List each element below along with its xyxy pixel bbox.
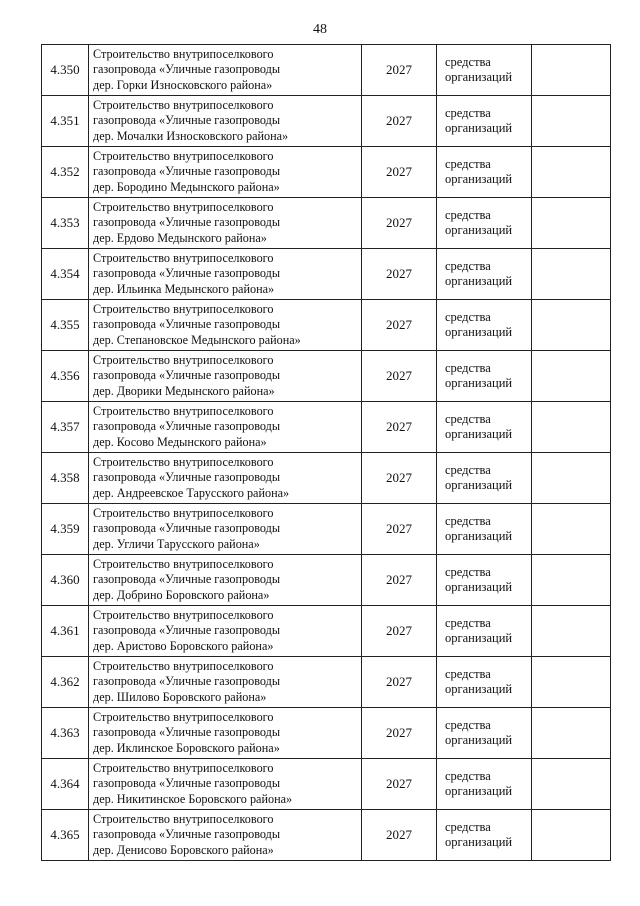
description-line: Строительство внутрипоселкового: [93, 97, 274, 112]
description-line: газопровода «Уличные газопроводы: [93, 623, 281, 638]
item-year: 2027: [362, 657, 437, 708]
funding-source-line: средства: [445, 411, 491, 426]
item-year: 2027: [362, 198, 437, 249]
item-number: 4.355: [42, 300, 89, 351]
item-number: 4.361: [42, 606, 89, 657]
funding-source: [437, 45, 532, 96]
funding-source-line: организаций: [445, 70, 513, 84]
item-year: 2027: [362, 402, 437, 453]
empty-cell: [532, 249, 611, 300]
description-line: Строительство внутрипоселкового: [93, 301, 274, 316]
registry-table: [41, 44, 611, 861]
item-number: 4.362: [42, 657, 89, 708]
description-line: дер. Горки Износковского района»: [93, 77, 273, 92]
funding-source-line: средства: [445, 564, 491, 579]
funding-source-line: средства: [445, 309, 491, 324]
description-line: газопровода «Уличные газопроводы: [93, 113, 281, 128]
funding-source: [437, 402, 532, 453]
description-line: газопровода «Уличные газопроводы: [93, 164, 281, 179]
description-line: дер. Мочалки Износковского района»: [93, 128, 289, 143]
funding-source: [437, 810, 532, 861]
description-line: Строительство внутрипоселкового: [93, 760, 274, 775]
funding-source-line: средства: [445, 819, 491, 834]
description-line: Строительство внутрипоселкового: [93, 658, 274, 673]
funding-source-line: организаций: [445, 835, 513, 849]
empty-cell: [532, 300, 611, 351]
item-year: 2027: [362, 810, 437, 861]
funding-source-line: средства: [445, 258, 491, 273]
item-description: [89, 351, 362, 402]
empty-cell: [532, 555, 611, 606]
item-description: [89, 96, 362, 147]
item-year: 2027: [362, 504, 437, 555]
empty-cell: [532, 504, 611, 555]
funding-source-line: средства: [445, 207, 491, 222]
funding-source-line: средства: [445, 156, 491, 171]
item-description: [89, 555, 362, 606]
table-row: [42, 708, 611, 759]
item-number: 4.358: [42, 453, 89, 504]
table-row: [42, 453, 611, 504]
item-year: 2027: [362, 453, 437, 504]
description-line: газопровода «Уличные газопроводы: [93, 215, 281, 230]
table-row: [42, 351, 611, 402]
page-number: 48: [313, 22, 327, 37]
empty-cell: [532, 351, 611, 402]
registry-table-body: [42, 45, 611, 861]
empty-cell: [532, 759, 611, 810]
item-description: [89, 45, 362, 96]
funding-source-line: организаций: [445, 478, 513, 492]
table-row: [42, 657, 611, 708]
funding-source: [437, 351, 532, 402]
funding-source: [437, 198, 532, 249]
funding-source-line: организаций: [445, 121, 513, 135]
description-line: Строительство внутрипоселкового: [93, 199, 274, 214]
item-number: 4.363: [42, 708, 89, 759]
funding-source-line: организаций: [445, 172, 513, 186]
description-line: газопровода «Уличные газопроводы: [93, 572, 281, 587]
description-line: Строительство внутрипоселкового: [93, 505, 274, 520]
item-number: 4.357: [42, 402, 89, 453]
item-year: 2027: [362, 147, 437, 198]
funding-source-line: средства: [445, 513, 491, 528]
item-description: [89, 402, 362, 453]
empty-cell: [532, 402, 611, 453]
table-row: [42, 402, 611, 453]
description-line: дер. Никитинское Боровского района»: [93, 791, 293, 806]
item-description: [89, 810, 362, 861]
funding-source-line: средства: [445, 105, 491, 120]
empty-cell: [532, 453, 611, 504]
table-row: [42, 504, 611, 555]
description-line: газопровода «Уличные газопроводы: [93, 317, 281, 332]
table-row: [42, 198, 611, 249]
item-description: [89, 198, 362, 249]
funding-source: [437, 300, 532, 351]
funding-source: [437, 453, 532, 504]
table-row: [42, 810, 611, 861]
table-row: [42, 555, 611, 606]
description-line: Строительство внутрипоселкового: [93, 352, 274, 367]
funding-source: [437, 249, 532, 300]
item-number: 4.359: [42, 504, 89, 555]
empty-cell: [532, 45, 611, 96]
description-line: дер. Денисово Боровского района»: [93, 842, 274, 857]
empty-cell: [532, 708, 611, 759]
item-year: 2027: [362, 555, 437, 606]
empty-cell: [532, 147, 611, 198]
description-line: дер. Шилово Боровского района»: [93, 689, 267, 704]
funding-source: [437, 555, 532, 606]
description-line: Строительство внутрипоселкового: [93, 811, 274, 826]
funding-source: [437, 759, 532, 810]
item-year: 2027: [362, 708, 437, 759]
funding-source-line: организаций: [445, 325, 513, 339]
table-row: [42, 45, 611, 96]
item-year: 2027: [362, 759, 437, 810]
funding-source-line: средства: [445, 768, 491, 783]
empty-cell: [532, 810, 611, 861]
table-row: [42, 147, 611, 198]
description-line: дер. Иклинское Боровского района»: [93, 740, 280, 755]
description-line: дер. Добрино Боровского района»: [93, 587, 270, 602]
item-number: 4.350: [42, 45, 89, 96]
funding-source-line: средства: [445, 54, 491, 69]
item-year: 2027: [362, 249, 437, 300]
description-line: газопровода «Уличные газопроводы: [93, 725, 281, 740]
description-line: дер. Андреевское Тарусского района»: [93, 485, 290, 500]
funding-source-line: организаций: [445, 376, 513, 390]
description-line: газопровода «Уличные газопроводы: [93, 827, 281, 842]
funding-source-line: организаций: [445, 631, 513, 645]
item-description: [89, 657, 362, 708]
table-row: [42, 249, 611, 300]
funding-source-line: организаций: [445, 682, 513, 696]
item-number: 4.352: [42, 147, 89, 198]
description-line: Строительство внутрипоселкового: [93, 454, 274, 469]
funding-source-line: средства: [445, 717, 491, 732]
item-description: [89, 606, 362, 657]
description-line: Строительство внутрипоселкового: [93, 250, 274, 265]
funding-source-line: организаций: [445, 733, 513, 747]
description-line: Строительство внутрипоселкового: [93, 556, 274, 571]
funding-source: [437, 504, 532, 555]
funding-source-line: организаций: [445, 274, 513, 288]
item-description: [89, 147, 362, 198]
description-line: Строительство внутрипоселкового: [93, 607, 274, 622]
funding-source-line: организаций: [445, 223, 513, 237]
funding-source-line: организаций: [445, 427, 513, 441]
description-line: газопровода «Уличные газопроводы: [93, 368, 281, 383]
funding-source: [437, 708, 532, 759]
funding-source-line: средства: [445, 615, 491, 630]
description-line: газопровода «Уличные газопроводы: [93, 674, 281, 689]
table-row: [42, 96, 611, 147]
item-number: 4.360: [42, 555, 89, 606]
item-number: 4.353: [42, 198, 89, 249]
table-row: [42, 759, 611, 810]
description-line: дер. Аристово Боровского района»: [93, 638, 274, 653]
description-line: дер. Угличи Тарусского района»: [93, 536, 260, 551]
description-line: дер. Ердово Медынского района»: [93, 230, 267, 245]
item-year: 2027: [362, 606, 437, 657]
funding-source: [437, 96, 532, 147]
item-year: 2027: [362, 351, 437, 402]
funding-source: [437, 657, 532, 708]
item-number: 4.354: [42, 249, 89, 300]
description-line: дер. Бородино Медынского района»: [93, 179, 280, 194]
table-row: [42, 606, 611, 657]
item-year: 2027: [362, 45, 437, 96]
funding-source: [437, 606, 532, 657]
description-line: газопровода «Уличные газопроводы: [93, 419, 281, 434]
description-line: дер. Косово Медынского района»: [93, 434, 267, 449]
funding-source-line: организаций: [445, 784, 513, 798]
description-line: газопровода «Уличные газопроводы: [93, 470, 281, 485]
funding-source: [437, 147, 532, 198]
funding-source-line: средства: [445, 360, 491, 375]
item-number: 4.364: [42, 759, 89, 810]
item-number: 4.356: [42, 351, 89, 402]
empty-cell: [532, 657, 611, 708]
description-line: газопровода «Уличные газопроводы: [93, 266, 281, 281]
description-line: газопровода «Уличные газопроводы: [93, 521, 281, 536]
empty-cell: [532, 606, 611, 657]
item-description: [89, 708, 362, 759]
item-description: [89, 759, 362, 810]
funding-source-line: организаций: [445, 580, 513, 594]
item-number: 4.351: [42, 96, 89, 147]
description-line: Строительство внутрипоселкового: [93, 148, 274, 163]
description-line: Строительство внутрипоселкового: [93, 403, 274, 418]
item-description: [89, 249, 362, 300]
table-row: [42, 300, 611, 351]
empty-cell: [532, 198, 611, 249]
funding-source-line: средства: [445, 666, 491, 681]
description-line: газопровода «Уличные газопроводы: [93, 776, 281, 791]
item-description: [89, 504, 362, 555]
item-year: 2027: [362, 300, 437, 351]
description-line: дер. Дворики Медынского района»: [93, 383, 275, 398]
item-year: 2027: [362, 96, 437, 147]
item-number: 4.365: [42, 810, 89, 861]
item-description: [89, 300, 362, 351]
description-line: дер. Степановское Медынского района»: [93, 332, 301, 347]
item-description: [89, 453, 362, 504]
empty-cell: [532, 96, 611, 147]
description-line: Строительство внутрипоселкового: [93, 46, 274, 61]
funding-source-line: средства: [445, 462, 491, 477]
description-line: газопровода «Уличные газопроводы: [93, 62, 281, 77]
funding-source-line: организаций: [445, 529, 513, 543]
description-line: Строительство внутрипоселкового: [93, 709, 274, 724]
description-line: дер. Ильинка Медынского района»: [93, 281, 275, 296]
